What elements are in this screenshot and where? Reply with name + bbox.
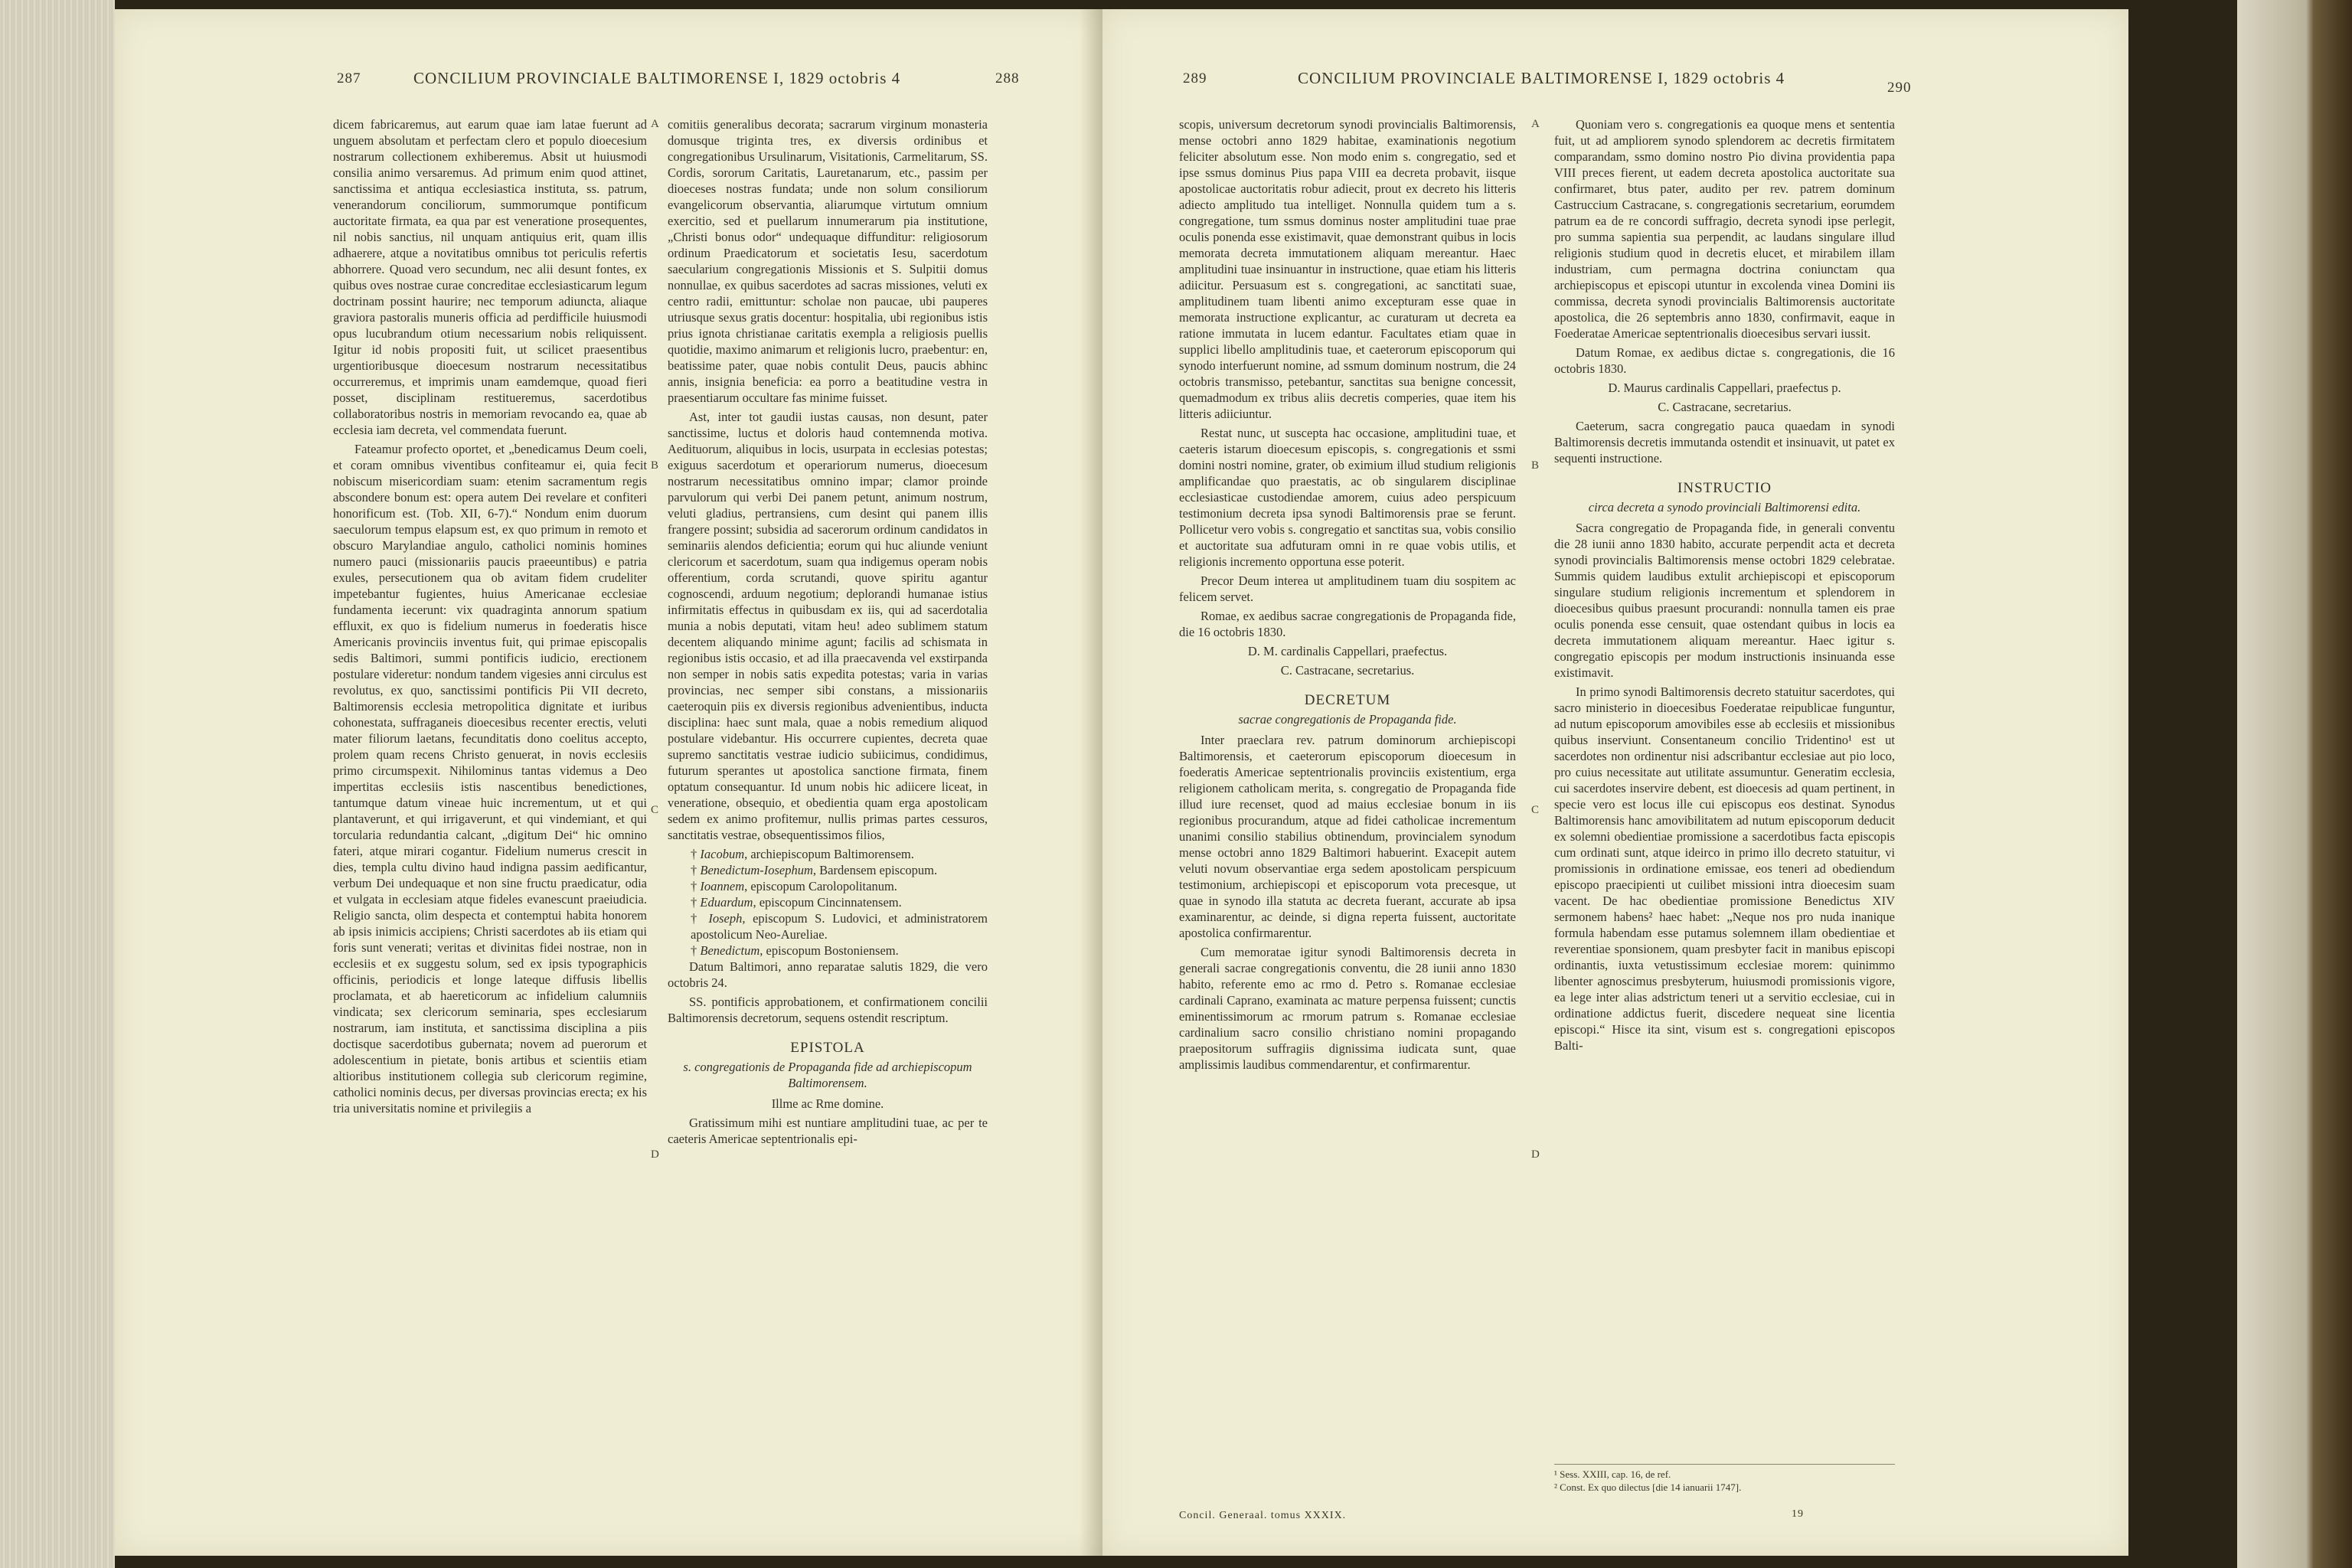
- paragraph: Ast, inter tot gaudii iustas causas, non desunt, pater sanctissime, luctus et doloris haud contemnenda motiva. Aedituorum, aliquibus in locis, usurpata in ecclesias potestas; exiguus sacerdotum et operariorum numerus, dioecesum nostrarum necessitatibus omnino impar; clamor proinde parvulorum qui verbi Dei panem petunt, animum nostrum, veluti gladius, pertransiens, cum desint qui panem illis frangere possint; subsidia ad sacerorum ordinum candidatos in seminariis alendos deficientia; eorum qui huc aliunde veniunt clericorum et sacerdotum, suam qua indigemus operam nobis offerentium, corda scrutandi, quove spiritu agantur cognoscendi, arduum negotium; deplorandi humanae istius infirmitatis effectus in quibusdam ex iis, qui ad sacerdotalia munia a nobis deputati, vitam heu! adeo sublimem statum decentem aliquando minime agunt; facilis ad schismata in regionibus istis occasio, et ad illa praecavenda vel exstirpanda non semper in nobis satis expedita potestas; varia in varias provincias, nec semper sibi constans, a missionariis caeteroquin piis ex diversis regionibus advenientibus, inducta disciplina: haec sunt mala, quae a nobis remedium aliquod postulare videbantur. His occurrere cupientes, decreta quae supremo sanctitatis vestrae iudicio subiicimus, condidimus, futurum sperantes ut apostolica sanctione firmata, finem optatum consequantur. Id unum nobis hic adiicere liceat, in veneratione, obsequio, et obedientia quam erga apostolicam sedem ex animo profitemur, nullis primas partes cessuros, sanctitatis vestrae, obsequentissimos filios,: [668, 410, 988, 842]
- page-number-289: 289: [1183, 70, 1207, 87]
- margin-letter-b: B: [651, 459, 659, 472]
- section-heading-instructio: INSTRUCTIO: [1677, 480, 1772, 496]
- sheet-number: 19: [1792, 1508, 1804, 1520]
- signatory-line: † Benedictum-Iosephum, Bardensem episcopum.: [691, 863, 938, 877]
- paragraph: Datum Baltimori, anno reparatae salutis 1829, die vero octobris 24.: [668, 959, 988, 990]
- paragraph: SS. pontificis approbationem, et confirmationem concilii Baltimorensis decretorum, sequens ostendit rescriptum.: [668, 995, 988, 1025]
- signature-line: D. M. cardinalis Cappellari, praefectus.: [1247, 644, 1448, 658]
- paragraph: In primo synodi Baltimorensis decreto statuitur sacerdotes, qui sacro ministerio in dioecesibus Foederatae reipublicae funguntur, ad nutum episcoporum amovibiles esse ab ecclesiis et missionibus quibus inserviunt. Consentaneum concilio Tridentino¹ est ut sacerdotes non ordinentur nisi adscribantur ecclesiae aut pio loco, pro cuius necessitate aut utilitate assumuntur. Generatim ecclesia, cui sacerdotes inservire debent, est dioecesis ad quam pertinent, in specie vero est locus ille cui episcopus eos destinat. Synodus Baltimorensis hanc amovibilitatem ad nutum episcoporum deducit ex solemni obedientiae promissione a sacerdotibus facta episcopis cum ordinati sunt, atque ideirco in primo illo decreto statuitur, vi promissionis in ordinatione emissae, eos teneri ad obediendum episcopo praecipienti ut cuilibet missioni intra dioecesim suam vacent. De hac obedientiae promissione Benedictus XIV sermonem habens² haec habet: „Neque nos pro nuda inanique formula habendam esse putamus solemnem illam obedientiae et reverentiae sponsionem, quam presbyter facit in manibus episcopi ordinantis, iuxta vetustissimum ecclesiae morem: quinimmo libenter agnoscimus presbyterum, huiusmodi promissionis vigore, ea lege inter alias adstrictum teneri ut a servitio ecclesiae, cui in ordinatione addictus fuerit, discedere nequeat sine licentia episcopi.“ Hisce ita sint, visum est s. congregationi episcopos Balti-: [1554, 684, 1895, 1053]
- page-number-288: 288: [995, 70, 1020, 87]
- page-footer-signature: Concil. Generaal. tomus XXXIX.: [1179, 1510, 1347, 1521]
- section-heading-decretum: DECRETUM: [1304, 692, 1391, 708]
- paragraph: comitiis generalibus decorata; sacrarum virginum monasteria domusque triginta tres, ex diversis ordinibus et congregationibus Ursulinarum, Visitationis, Carmelitarum, SS. Cordis, sororum Caritatis, Lauretanarum, etc., passim per dioeceses nostras fundata; unde non solum consiliorum evangelicorum observantia, aliarumque virtutum omnium exercitio, sed et puellarum innumerarum pia institutione, „Christi bonus odor“ undequaque diffunditur: religiosorum ordinum Praedicatorum et societatis Iesu, sacerdotum saecularium congregationis Missionis et S. Sulpitii domus nonnullae, ex quibus sacerdotes ad sacras missiones, veluti ex centro radii, emittuntur: scholae non paucae, ubi pauperes utriusque sexus gratis docentur: hospitalia, ubi regionibus istis prius ignota christianae caritatis exempla a religiosis puellis quotidie, maximo animarum et religionis lucro, praebentur: en, beatissime pater, quae nobis contulit Deus, paucis abhinc annis, insignia beneficia: ea porro a beatitudine vestra in praesentiarum occultare fas minime fuisset.: [668, 117, 988, 405]
- right-header-title: CONCILIUM PROVINCIALE BALTIMORENSE I, 1829 octobris 4: [1298, 69, 1785, 87]
- paragraph: dicem fabricaremus, aut earum quae iam latae fuerunt ad unguem absolutam et perfectam clero et populo dioecesium nostrarum collectionem exhiberemus. Absit ut huiusmodi consilia animo versaremus. Ad primum enim quod attinet, sanctissima et antiqua ecclesiastica instituta, ss. patrum, venerandorum conciliorum, summorumque pontificum auctoritate firmata, ea qua par est veneratione prosequentes, nil nobis sanctius, nil unquam antiquius erit, quam illis adhaerere, atque a novitatibus omnibus tot periculis refertis abhorrere. Quoad vero secundum, nec alii desunt fontes, ex quibus oves nostrae curae concreditae ecclesiasticarum legum doctrinam possint haurire; nec temporum adiuncta, aliaque graviora pastoralis muneris officia ad perdifficile huiusmodi opus lucubrandum otium necessarium nobis reliquissent. Igitur id nobis propositi fuit, ut scilicet praesentibus urgentioribusque dioecesum nostrarum necessitatibus occurreremus, et imprimis unam eamdemque, quoad fieri posset, disciplinam restitueremus, sacerdotibus collaboratoribus nostris in memoriam revocando ea, quae ab ecclesia iam decreta, vel commendata fuerunt.: [333, 117, 647, 437]
- paragraph: Precor Deum interea ut amplitudinem tuam diu sospitem ac felicem servet.: [1179, 573, 1516, 604]
- book-edge-right: [2237, 0, 2352, 1568]
- margin-letter-b: B: [1531, 459, 1540, 472]
- margin-letter-a: A: [1531, 118, 1540, 130]
- signatory-line: † Ioseph, episcopum S. Ludovici, et administratorem apostolicum Neo-Aureliae.: [691, 911, 988, 942]
- section-heading-epistola: EPISTOLA: [790, 1040, 865, 1056]
- paragraph: Cum memoratae igitur synodi Baltimorensis decreta in generali sacrae congregationis conventu, die 28 iunii anno 1830 habito, referente emo ac rmo d. Petro s. Romanae ecclesiae cardinali Caprano, examinata ac mature perpensa fuissent; cunctis eminentissimorum ac rmorum patrum s. Romanae ecclesiae cardinalium sacro consilio christiano nomini propagando praepositorum suffragiis dignissima iudicata sunt, quae amplissimis laudibus commendarentur, et confirmarentur.: [1179, 945, 1516, 1072]
- left-column-1: [333, 116, 647, 1119]
- signatory-line: † Benedictum, episcopum Bostoniensem.: [691, 943, 899, 958]
- paragraph: Gratissimum mihi est nuntiare amplitudini tuae, ac per te caeteris Americae septentrionalis epi-: [668, 1116, 988, 1146]
- footnote: ¹ Sess. XXIII, cap. 16, de ref.: [1554, 1468, 1671, 1480]
- paragraph: Datum Romae, ex aedibus dictae s. congregationis, die 16 octobris 1830.: [1554, 345, 1895, 376]
- margin-letter-a: A: [651, 118, 659, 130]
- right-column-1: [1179, 116, 1516, 1076]
- signature-line: C. Castracane, secretarius.: [1280, 663, 1415, 678]
- paragraph: Sacra congregatio de Propaganda fide, in generali conventu die 28 iunii anno 1830 habito, accurate perpendit acta et decreta synodi provincialis Baltimorensis mense octobri 1829 celebratae. Summis quidem laudibus extulit archiepiscopi et episcoporum singulare studium religionis incrementum et splendorem in dioecesibus quibus praesunt procurandi: nonnulla tamen eis prae oculis ponenda esse censuit, quae ostendant quibus in locis ea decreta immutationem aliquam mereantur. Haec igitur s. congregatio episcopis per modum instructionis insinuanda esse existimavit.: [1554, 521, 1895, 680]
- left-page: [115, 9, 1103, 1556]
- right-column-2: [1554, 116, 1895, 1057]
- page-number-287: 287: [337, 70, 361, 87]
- margin-letter-d: D: [651, 1148, 659, 1161]
- signature-line: C. Castracane, secretarius.: [1658, 400, 1792, 414]
- salutation: Illme ac Rme domine.: [771, 1096, 884, 1111]
- left-running-head: [115, 69, 1102, 95]
- margin-letter-c: C: [651, 804, 659, 816]
- footnote: ² Const. Ex quo dilectus [die 14 ianuarii 1747].: [1554, 1481, 1742, 1493]
- section-subheading: sacrae congregationis de Propaganda fide.: [1238, 712, 1457, 727]
- left-header-title: CONCILIUM PROVINCIALE BALTIMORENSE I, 1829 octobris 4: [413, 69, 901, 87]
- book-edge-left: [0, 0, 115, 1568]
- paragraph: Caeterum, sacra congregatio pauca quaedam in synodi Baltimorensis decretis immutanda ostendit et insinuavit, ut patet ex sequenti instructione.: [1554, 419, 1895, 466]
- signatory-line: † Eduardum, episcopum Cincinnatensem.: [691, 895, 902, 910]
- paragraph: Quoniam vero s. congregationis ea quoque mens et sententia fuit, ut ad ampliorem synodo splendorem ac decretis firmitatem comparandam, ssmo domino nostro Pio divina providentia papa VIII preces fierent, ut eadem decreta apostolica auctoritate sua confirmaret, btus pater, audito per rev. patrem dominum Castruccium Castracane, s. congregationis secretarium, eorumdem patrum ea de re concordi suffragio, decreta synodi ipse perlegit, pro summa sapientia sua perpendit, ac laudans singulare illud religionis studium quod in decretis elucet, et mirabilem illam industriam, cum permagna doctrina coniunctam qua archiepiscopus et episcopi utuntur in excolenda vinea Domini iis commissa, decreta synodi provincialis Baltimorensis auctoritate apostolica, die 26 septembris anno 1830, confirmavit, eaque in Foederatae Americae septentrionalis dioecesibus servari iussit.: [1554, 117, 1895, 341]
- right-running-head: [1102, 69, 2128, 95]
- right-page: [1102, 9, 2128, 1556]
- margin-letter-c: C: [1531, 804, 1540, 816]
- signature-line: D. Maurus cardinalis Cappellari, praefectus p.: [1608, 381, 1841, 395]
- page-number-290: 290: [1887, 80, 1912, 96]
- paragraph: Romae, ex aedibus sacrae congregationis de Propaganda fide, die 16 octobris 1830.: [1179, 609, 1516, 639]
- section-subheading: s. congregationis de Propaganda fide ad archiepiscopum Baltimorensem.: [683, 1060, 972, 1090]
- paragraph: Fateamur profecto oportet, et „benedicamus Deum coeli, et coram omnibus viventibus confiteamur ei, quia fecit nobiscum misericordiam suam: etenim sacramentum regis abscondere bonum est: opera autem Dei revelare et confiteri honorificum est. (Tob. XII, 6-7).“ Nondum enim duorum saeculorum tempus elapsum est, ex quo primum in remoto et obscuro Marylandiae angulo, catholici nominis homines numero pauci (missionariis paucis praeeuntibus) e patria exules, persecutionem qua ob avitam fidem crudeliter impetebantur fugientes, huius Americanae ecclesiae fundamenta iecerunt: vix quadraginta annorum spatium effluxit, ex quo is fidelium numerus in foederatis hisce Americanis provinciis inventus fuit, qui primae episcopalis sedis Baltimori, summi pontificis iudicio, erectionem postulare videretur: nondum tandem vigesies anni circulus est revolutus, ex quo, sanctissimi pontificis Pii VII decreto, Baltimorensis ecclesia metropolitica dignitate et iuribus cohonestata, suffraganeis dioecesibus recenter erectis, veluti mater filiorum laetans, fecunditatis dono coelitus accepto, prolem quam recens Christo genuerat, in novis ecclesiis primo circumspexit. Nihilominus tantas videmus a Deo impertitas ecclesiis istis nascentibus benedictiones, tantumque datum vineae huic incrementum, ut et qui plantaverunt, et qui irrigaverunt, et qui vindemiant, et qui torcularia redundantia calcant, „digitum Dei“ hic omnino fateri, atque mirari cogantur. Fidelium numerus crescit in dies, templa cultu divino haud indigna passim aedificantur, verbum Dei undequaque et non sine fructu praedicatur, odia et vulgata in ecclesiam atque fideles evanescunt praeiudicia. Religio sancta, olim despecta et contemptui habita honorem ab ipsis inimicis accipiens; Christi sacerdotes ab iis etiam qui foris sunt venerati; veritas et divinitas fidei nostrae, non in ecclesiis et ex suggestu solum, sed ex ipsis typographicis officinis, periodicis et longe lateque diffusis libellis proclamata, et ab haereticorum ac infidelium calumniis vindicata; sex clericorum seminaria, spes ecclesiarum nostrarum, iam instituta, et sanctissima disciplina a piis doctisque sacerdotibus gubernata; novem ad puerorum et adolescentium in pietate, bonis artibus et scientiis etiam altioribus institutionem collegia sub clericorum regimine, catholici nominis decus, per diversas provincias erecta; ex his tria universitatis nomine et privilegiis a: [333, 442, 647, 1116]
- signatory-line: † Ioannem, episcopum Carolopolitanum.: [691, 879, 897, 893]
- paragraph: Restat nunc, ut suscepta hac occasione, amplitudini tuae, et caeteris istarum dioecesum episcopis, s. congregationis et ssmi domini nostri nomine, grater, ob eximium illud studium religionis amplificandae quo praestatis, ac ob singularem disciplinae ecclesiasticae custodiendae amorem, cuius adeo perspicuum testimonium decreta ipsa synodi Baltimorensis prae se ferunt. Pollicetur vero vobis s. congregatio et sanctitas sua, vobis consilio et auctoritate sua adfuturam omni in re quae vobis utilis, et religionis incremento opportuna esse poterit.: [1179, 426, 1516, 569]
- paragraph: Inter praeclara rev. patrum dominorum archiepiscopi Baltimorensis, et caeterorum episcoporum dioecesum in foederatis Americae septentrionalis provinciis existentium, erga religionem catholicam merita, s. congregatio de Propaganda fide illud iure recenset, quod ad maius ecclesiae bonum in iis regionibus procurandum, atque ad fidei catholicae incrementum unanimi consilio stabilius obtinendum, provincialem synodum mense octobri anno 1829 Baltimori habuerint. Exacepit autem veluti novum observantiae erga sedem apostolicam perspicuum testimonium, archiepiscopi et episcoporum vota precesque, ut quae in synodo illa statuta ac decreta fuerant, accurate ab ipsa examinarentur, ac deinde, si digna reperta fuissent, auctoritate apostolica confirmarentur.: [1179, 733, 1516, 940]
- signatory-line: † Iacobum, archiepiscopum Baltimorensem.: [691, 847, 914, 861]
- margin-letter-d: D: [1531, 1148, 1540, 1161]
- footnotes: [1554, 1464, 1895, 1494]
- left-column-2: [668, 116, 988, 1150]
- paragraph: scopis, universum decretorum synodi provincialis Baltimorensis, mense octobri anno 1829 habitae, examinationis negotium feliciter absolutum esse. Non modo enim s. congregatio, sed et ipse ssmus dominus Pius papa VIII ea decreta probavit, iisque apostolicae auctoritatis robur adiecit, prout ex decreto his litteris adiecto amplitudo tua intelliget. Nonnulla quidem tum a s. congregatione, tum ssmus dominus noster amplitudini tuae prae oculis ponenda esse existimavit, quae demonstrant quibus in locis memorata decreta immutationem aliquam mereantur. Haec amplitudini tuae insinuantur in instructione, quae etiam his litteris adiicitur. Persuasum est s. congregationi, ac sanctitati suae, amplitudinem tuam libenti animo excepturam esse quae in memorata instructione explicantur, ac curaturam ut decreta ea ratione immutata in lucem edantur. Facultates etiam quae in supplici libello amplitudinis tuae, et caeterorum episcoporum qui synodo interfuerunt nomine, ad ssmum dominum nostrum, die 24 octobris transmisso, petebantur, sanctitas sua benigne concessit, quemadmodum ex tribus aliis decretis comperies, quae item his litteris adiiciuntur.: [1179, 117, 1516, 421]
- section-subheading: circa decreta a synodo provinciali Baltimorensi edita.: [1588, 500, 1861, 514]
